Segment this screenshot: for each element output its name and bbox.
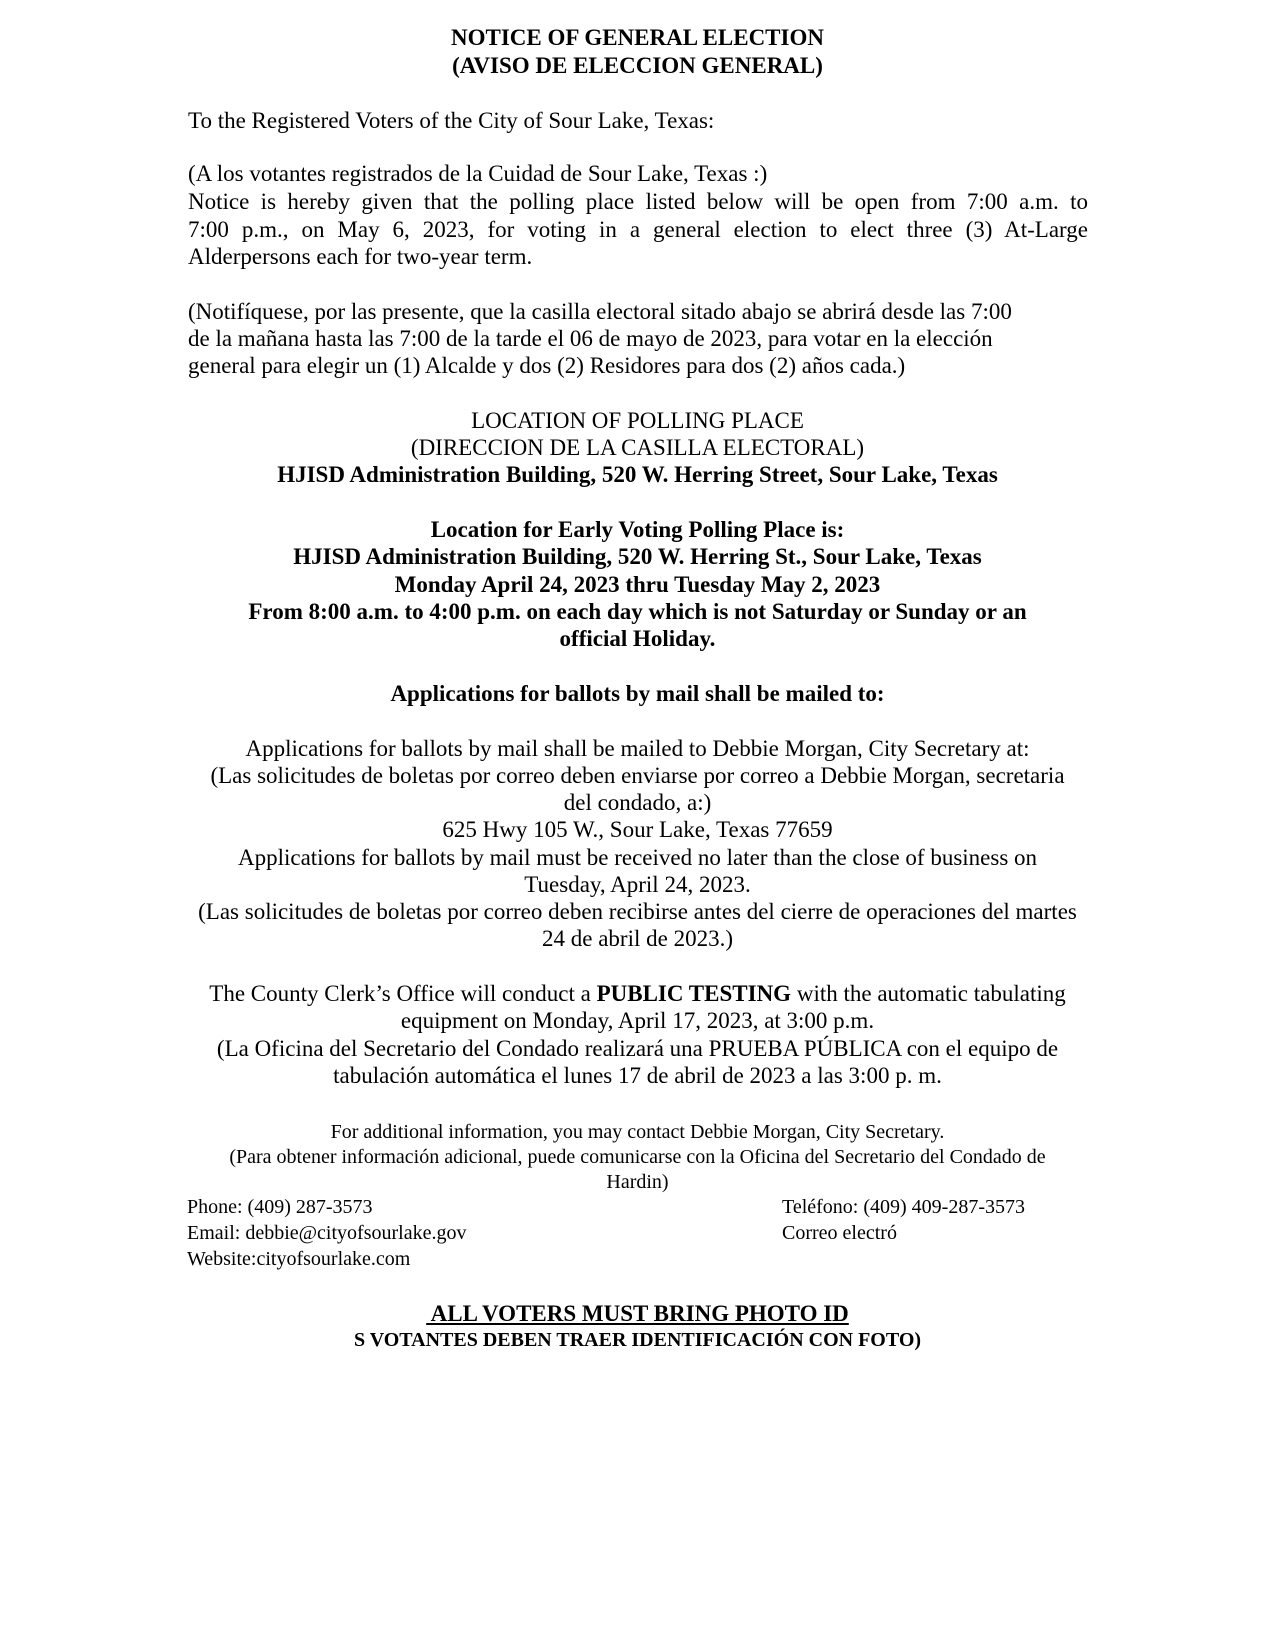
contact-email: Email: debbie@cityofsourlake.gov (187, 1222, 467, 1244)
contact-correo: Correo electró (782, 1222, 897, 1244)
notice-text-line: Alderpersons each for two-year term. (188, 244, 533, 269)
contact-text-spanish: Hardin) (606, 1171, 669, 1193)
salutation-english: To the Registered Voters of the City of Sour Lake, Texas: (188, 108, 715, 133)
mail-ballots-text-spanish: del condado, a:) (563, 790, 712, 815)
mail-ballots-deadline-spanish: 24 de abril de 2023.) (542, 926, 733, 951)
mail-ballots-text-spanish: (Las solicitudes de boletas por correo deben enviarse por correo a Debbie Morgan, secretaria (210, 763, 1065, 788)
public-testing-text-spanish: (La Oficina del Secretario del Condado realizará una PRUEBA PÚBLICA con el equipo de (216, 1036, 1059, 1061)
public-testing-text-spanish: tabulación automática el lunes 17 de abril de 2023 a las 3:00 p. m. (333, 1063, 942, 1088)
early-voting-hours: From 8:00 a.m. to 4:00 p.m. on each day which is not Saturday or Sunday or an (248, 599, 1027, 624)
contact-website: Website:cityofsourlake.com (187, 1248, 411, 1270)
contact-telefono: Teléfono: (409) 409-287-3573 (782, 1196, 1025, 1218)
notice-text-line: 7:00 p.m., on May 6, 2023, for voting in a general election to elect three (3) At-Large (188, 217, 1088, 242)
contact-phone: Phone: (409) 287-3573 (187, 1196, 373, 1218)
public-testing-text-pre: The County Clerk’s Office will conduct a (209, 981, 597, 1006)
public-testing-text (0, 980, 1275, 1008)
notice-text-spanish-line: (Notifíquese, por las presente, que la casilla electoral sitado abajo se abrirá desde las 7:00 (188, 299, 1012, 324)
mail-ballots-deadline: Tuesday, April 24, 2023. (524, 872, 751, 897)
salutation-spanish: (A los votantes registrados de la Cuidad de Sour Lake, Texas :) (188, 161, 768, 186)
mail-ballots-deadline-spanish: (Las solicitudes de boletas por correo deben recibirse antes del cierre de operaciones del martes (198, 899, 1077, 924)
notice-text-spanish-line: general para elegir un (1) Alcalde y dos (2) Residores para dos (2) años cada.) (188, 353, 906, 378)
mail-ballots-heading: Applications for ballots by mail shall be mailed to: (390, 681, 885, 706)
early-voting-address: HJISD Administration Building, 520 W. Herring St., Sour Lake, Texas (293, 544, 982, 569)
notice-title-spanish: (AVISO DE ELECCION GENERAL) (452, 53, 823, 78)
notice-text-spanish-line: de la mañana hasta las 7:00 de la tarde el 06 de mayo de 2023, para votar en la elección (188, 326, 993, 351)
polling-place-address: HJISD Administration Building, 520 W. Herring Street, Sour Lake, Texas (277, 462, 998, 487)
contact-text: For additional information, you may contact Debbie Morgan, City Secretary. (330, 1121, 945, 1143)
mail-ballots-address: 625 Hwy 105 W., Sour Lake, Texas 77659 (442, 817, 833, 842)
early-voting-dates: Monday April 24, 2023 thru Tuesday May 2, 2023 (394, 572, 881, 597)
early-voting-heading: Location for Early Voting Polling Place is: (430, 517, 845, 542)
photo-id-notice-spanish: S VOTANTES DEBEN TRAER IDENTIFICACIÓN CON FOTO) (353, 1329, 922, 1351)
public-testing-label: PUBLIC TESTING (596, 981, 792, 1006)
photo-id-notice: ALL VOTERS MUST BRING PHOTO ID (426, 1301, 849, 1326)
mail-ballots-deadline: Applications for ballots by mail must be received no later than the close of business on (237, 845, 1038, 870)
public-testing-text-post: with the automatic tabulating (791, 981, 1066, 1006)
early-voting-hours: official Holiday. (559, 626, 716, 651)
polling-place-heading-spanish: (DIRECCION DE LA CASILLA ELECTORAL) (410, 435, 865, 460)
notice-title: NOTICE OF GENERAL ELECTION (451, 25, 824, 50)
notice-text-line: Notice is hereby given that the polling place listed below will be open from 7:00 a.m. to (188, 189, 1088, 214)
public-testing-text: equipment on Monday, April 17, 2023, at 3:00 p.m. (400, 1008, 875, 1033)
mail-ballots-text: Applications for ballots by mail shall be mailed to Debbie Morgan, City Secretary at: (245, 736, 1030, 761)
contact-text-spanish: (Para obtener información adicional, puede comunicarse con la Oficina del Secretario del Condado de (229, 1146, 1046, 1168)
polling-place-heading: LOCATION OF POLLING PLACE (471, 408, 804, 433)
